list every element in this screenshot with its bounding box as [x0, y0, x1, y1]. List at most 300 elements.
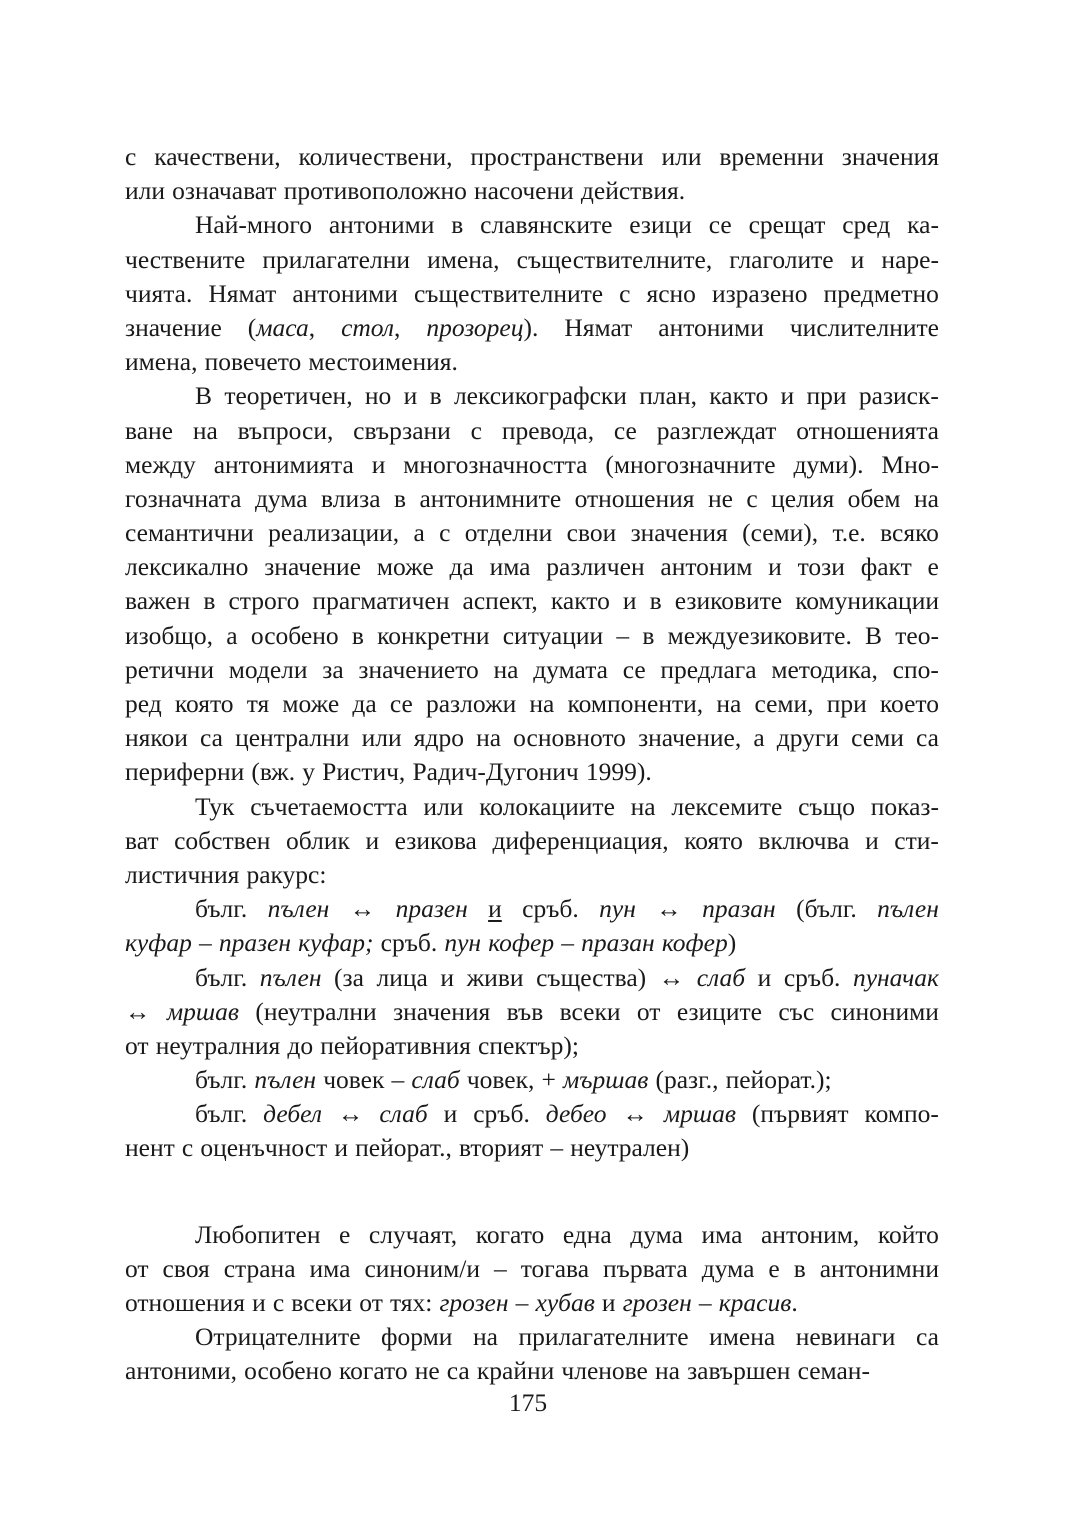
text-run: гозначната [125, 483, 242, 513]
word [758, 961, 772, 995]
word [842, 140, 939, 174]
text-run: и [757, 962, 772, 992]
word [865, 619, 882, 653]
text-run: сръб. [380, 928, 438, 958]
text-run: колокациите [479, 791, 615, 821]
text-run: – [198, 928, 212, 958]
text-run: отделни [464, 518, 553, 548]
text-run: Любопитен [195, 1219, 321, 1249]
word [246, 858, 326, 892]
word [377, 550, 434, 584]
word [476, 1218, 545, 1252]
word [542, 1063, 556, 1097]
word [302, 755, 315, 789]
text-run: съчетаемостта [250, 791, 408, 821]
text-run: антоними [328, 210, 435, 240]
text-run: грозен [439, 1288, 509, 1317]
text-run: ред [125, 689, 162, 718]
text-run: или [423, 791, 464, 821]
text-run: и [403, 381, 418, 411]
word [719, 1286, 798, 1320]
text-run: мършав [563, 1065, 649, 1095]
word [195, 208, 312, 242]
paragraph [125, 140, 939, 208]
text-run: всяко [880, 518, 939, 548]
text-run: (семи), [742, 518, 819, 548]
text-run: всеки [291, 1288, 353, 1317]
text-run: лексикографски [453, 381, 627, 411]
text-run: местоимения. [308, 347, 458, 377]
text-run: с [619, 278, 631, 308]
word [247, 687, 270, 721]
word [796, 414, 939, 448]
word [793, 448, 863, 482]
text-run: пуначак [852, 962, 939, 992]
text-run: ретични [125, 654, 214, 684]
text-run: ) [727, 928, 737, 958]
word [125, 414, 173, 448]
word [551, 584, 610, 618]
text-line [125, 1029, 939, 1063]
word [642, 619, 654, 653]
text-run: насочени [473, 176, 574, 206]
text-run: невинаги [795, 1322, 896, 1352]
word [125, 653, 214, 687]
word [493, 653, 518, 687]
text-run: централни [235, 723, 350, 753]
word [877, 892, 939, 926]
word [622, 1097, 648, 1131]
text-run: думата [533, 654, 608, 684]
text-run: лексемите [671, 791, 783, 821]
word [586, 755, 652, 789]
word [167, 995, 239, 1029]
word [390, 1286, 432, 1320]
word [865, 1097, 939, 1131]
word [631, 516, 728, 550]
text-run: изобщо, [125, 620, 214, 650]
text-run: в [793, 1253, 806, 1283]
word [439, 516, 450, 550]
text-line [125, 1286, 939, 1320]
text-run: човек, [466, 1065, 535, 1095]
text-run: мршав [663, 1099, 736, 1129]
word [575, 482, 695, 516]
text-run: основното [513, 723, 626, 753]
word [419, 482, 561, 516]
text-run: членове [561, 1356, 648, 1386]
text-run: се [708, 210, 732, 240]
text-run: значения [393, 996, 491, 1026]
text-run: е [927, 552, 939, 582]
word [699, 1286, 712, 1320]
word [323, 1063, 384, 1097]
word [677, 995, 762, 1029]
word [125, 926, 192, 960]
word [339, 1354, 408, 1388]
word [853, 961, 939, 995]
text-run: дума [254, 483, 308, 513]
page-number: 175 [508, 1388, 548, 1417]
text-run: на [913, 483, 939, 513]
word [807, 379, 847, 413]
text-run: крайни [476, 1356, 555, 1386]
word [623, 653, 646, 687]
word [502, 414, 594, 448]
text-run: значението [358, 654, 479, 684]
text-line [125, 277, 939, 311]
paragraph [125, 379, 939, 789]
word [320, 1029, 471, 1063]
word [758, 824, 849, 858]
word [292, 277, 398, 311]
text-run: Нямат [564, 312, 633, 342]
word [533, 653, 608, 687]
word [376, 961, 427, 995]
word [702, 892, 776, 926]
text-run: В [865, 620, 883, 650]
word [200, 721, 223, 755]
text-line [125, 243, 939, 277]
word [517, 243, 713, 277]
text-line [125, 174, 939, 208]
text-run: е [768, 1253, 780, 1283]
word [471, 414, 482, 448]
word [125, 584, 190, 618]
text-run: дума [630, 1219, 683, 1249]
text-run: временни [719, 142, 824, 171]
text-run: може [376, 552, 434, 582]
text-run: съществителните [413, 278, 604, 308]
word [182, 1131, 193, 1165]
text-run: антоним, [760, 1219, 860, 1249]
word [125, 1029, 149, 1063]
word [687, 1354, 790, 1388]
word [350, 892, 376, 926]
text-run: има [309, 1253, 351, 1283]
text-run: неутрален) [570, 1133, 690, 1163]
word [404, 379, 418, 413]
word [564, 311, 632, 345]
text-run: също [798, 791, 855, 821]
word [616, 619, 629, 653]
word [507, 995, 544, 1029]
paragraph [125, 1063, 939, 1097]
text-run: означават [172, 176, 277, 206]
text-run: лексикално [125, 552, 249, 582]
word [928, 550, 939, 584]
text-run: особено [250, 620, 339, 650]
word [546, 1097, 607, 1131]
text-run: слаб [379, 1099, 428, 1129]
word [646, 277, 695, 311]
word [282, 687, 339, 721]
word [659, 961, 685, 995]
text-run: се [622, 654, 646, 684]
word [798, 550, 845, 584]
text-run: ядро [413, 723, 464, 753]
text-run: който [877, 1219, 939, 1249]
word [459, 1131, 543, 1165]
word [156, 1029, 281, 1063]
text-run: Мно- [881, 449, 939, 479]
word [379, 1097, 427, 1131]
word [205, 345, 302, 379]
text-run: Отрицателните [195, 1322, 361, 1352]
word [251, 619, 339, 653]
word [907, 208, 939, 242]
word [252, 1286, 266, 1320]
text-line [125, 208, 939, 242]
text-run: от [636, 996, 661, 1026]
word [396, 892, 468, 926]
word [262, 243, 410, 277]
word [199, 926, 212, 960]
text-run: антонимни [819, 1253, 939, 1283]
text-run: нент [125, 1133, 175, 1163]
text-run: сти- [894, 825, 939, 855]
text-run: не [707, 483, 733, 513]
text-line [125, 858, 939, 892]
word [614, 414, 637, 448]
text-run: глаголите [729, 244, 834, 274]
word [894, 824, 939, 858]
text-run: с [439, 518, 451, 548]
word [754, 687, 813, 721]
paragraph [125, 790, 939, 893]
word [444, 926, 481, 960]
word [214, 448, 354, 482]
word [447, 1354, 470, 1388]
word [709, 1320, 775, 1354]
text-run: антоними, [125, 1356, 237, 1386]
text-run: компоненти, [567, 689, 704, 718]
word [414, 277, 603, 311]
word [299, 140, 453, 174]
word [451, 208, 463, 242]
word [726, 1063, 832, 1097]
word [529, 687, 554, 721]
text-line [125, 790, 939, 824]
text-run: се [613, 415, 637, 445]
text-run: и [443, 1099, 458, 1129]
text-line [125, 755, 939, 789]
text-run: значение [125, 312, 222, 342]
word [284, 174, 467, 208]
text-run: мршав [166, 996, 239, 1026]
text-line [125, 414, 939, 448]
word [916, 1320, 939, 1354]
text-line [125, 961, 939, 995]
text-run: теоретичен, [224, 381, 353, 411]
word [365, 824, 379, 858]
word [478, 1029, 579, 1063]
word [125, 277, 192, 311]
word [125, 482, 242, 516]
text-run: маса [256, 312, 309, 342]
word [488, 892, 502, 926]
text-run: на [630, 791, 656, 821]
text-run: разглеждат [656, 415, 777, 445]
word [473, 1320, 498, 1354]
word [355, 1131, 452, 1165]
text-line [125, 482, 939, 516]
text-run: а [753, 723, 765, 753]
text-run: (бълг. [796, 894, 857, 924]
text-run: сред [842, 210, 891, 240]
word [444, 1097, 458, 1131]
text-run: своя [162, 1253, 210, 1283]
text-run: на [476, 723, 502, 753]
text-run: или [361, 723, 402, 753]
word [467, 961, 524, 995]
word [761, 1218, 859, 1252]
word [657, 414, 777, 448]
text-run: славянските [480, 210, 613, 240]
text-run: дебео [545, 1099, 607, 1129]
word [859, 379, 939, 413]
text-line [125, 824, 939, 858]
text-run: ↔ [337, 1099, 364, 1129]
text-run: с [181, 1133, 194, 1163]
text-run: и [252, 1288, 266, 1317]
text-run: строго [228, 586, 300, 616]
word [488, 926, 554, 960]
text-run: живи [466, 962, 524, 992]
word [358, 653, 478, 687]
word [658, 311, 764, 345]
text-line [125, 1320, 939, 1354]
word [372, 448, 386, 482]
text-run: антоними [658, 312, 764, 342]
text-run: кофер [488, 928, 555, 958]
text-run: пун [444, 928, 482, 958]
text-line [125, 687, 939, 721]
word [338, 1097, 364, 1131]
word [175, 687, 234, 721]
text-run: спо- [892, 654, 939, 684]
word [365, 379, 391, 413]
word [125, 311, 222, 345]
word [637, 995, 661, 1029]
word [794, 1252, 806, 1286]
text-run: може [282, 689, 340, 718]
word [195, 1218, 320, 1252]
word [536, 961, 646, 995]
text-run: В [195, 381, 213, 411]
text-run: (неутрални [255, 996, 377, 1026]
word [749, 208, 826, 242]
word [125, 995, 151, 1029]
text-run: Радич-Дугонич [412, 757, 579, 787]
text-run: както [550, 586, 610, 616]
word [208, 277, 276, 311]
text-run: срещат [748, 210, 826, 240]
text-run: въпроси, [237, 415, 334, 445]
text-run: антоними [292, 278, 398, 308]
text-run: повечето [204, 347, 302, 377]
text-run: различен [546, 552, 645, 582]
text-run: има [489, 552, 531, 582]
text-run: предлага [660, 654, 757, 684]
text-line [125, 448, 939, 482]
word [842, 208, 890, 242]
text-run: антонимията [213, 449, 354, 479]
paragraph [125, 892, 939, 960]
text-run: семан- [797, 1356, 870, 1386]
text-run: пълен [259, 962, 322, 992]
text-run: завършен [687, 1356, 791, 1386]
text-run: празан [581, 928, 655, 958]
text-run: синоним/и [364, 1253, 480, 1283]
text-run: грозен [622, 1288, 692, 1317]
word [321, 482, 380, 516]
word [833, 516, 866, 550]
word [125, 824, 159, 858]
text-run: превода, [501, 415, 595, 445]
word [476, 721, 501, 755]
text-line [125, 345, 939, 379]
word [334, 1131, 348, 1165]
text-run: куфар; [298, 928, 374, 958]
text-run: методика, [771, 654, 878, 684]
text-run: облик [286, 825, 350, 855]
text-run: показ- [870, 791, 939, 821]
word [697, 961, 745, 995]
word [414, 721, 464, 755]
text-run: имена [709, 1322, 776, 1352]
text-run: листичния [125, 859, 240, 889]
word [660, 550, 752, 584]
word [322, 755, 405, 789]
text-run: сръб. [783, 962, 841, 992]
word [795, 584, 939, 618]
text-line [125, 379, 939, 413]
text-run: а [413, 518, 425, 548]
paragraph-gap [125, 1166, 939, 1218]
text-run: пълен [877, 894, 939, 924]
word [154, 140, 280, 174]
word [286, 824, 350, 858]
word [195, 790, 234, 824]
text-run: важен [125, 586, 191, 616]
word [655, 1354, 680, 1388]
text-line [125, 619, 939, 653]
word [865, 824, 879, 858]
word [827, 687, 867, 721]
text-run: пълен [254, 1065, 317, 1095]
word [339, 1218, 350, 1252]
text-run: в [429, 381, 442, 411]
word [394, 482, 406, 516]
text-run: значение [264, 552, 362, 582]
text-run: пейоративния [320, 1030, 471, 1060]
text-run: са [915, 1322, 939, 1352]
text-run: езикова [394, 825, 477, 855]
text-run: същества) [536, 962, 647, 992]
word [125, 174, 165, 208]
word [778, 995, 814, 1029]
word [518, 1320, 688, 1354]
text-run: до [287, 1030, 314, 1060]
text-run: периферни [125, 757, 245, 787]
text-run: са [200, 723, 223, 753]
word [479, 790, 615, 824]
word [125, 1131, 175, 1165]
text-run: във [506, 996, 544, 1026]
text-line [125, 892, 939, 926]
text-run: оценъчност [200, 1133, 328, 1163]
